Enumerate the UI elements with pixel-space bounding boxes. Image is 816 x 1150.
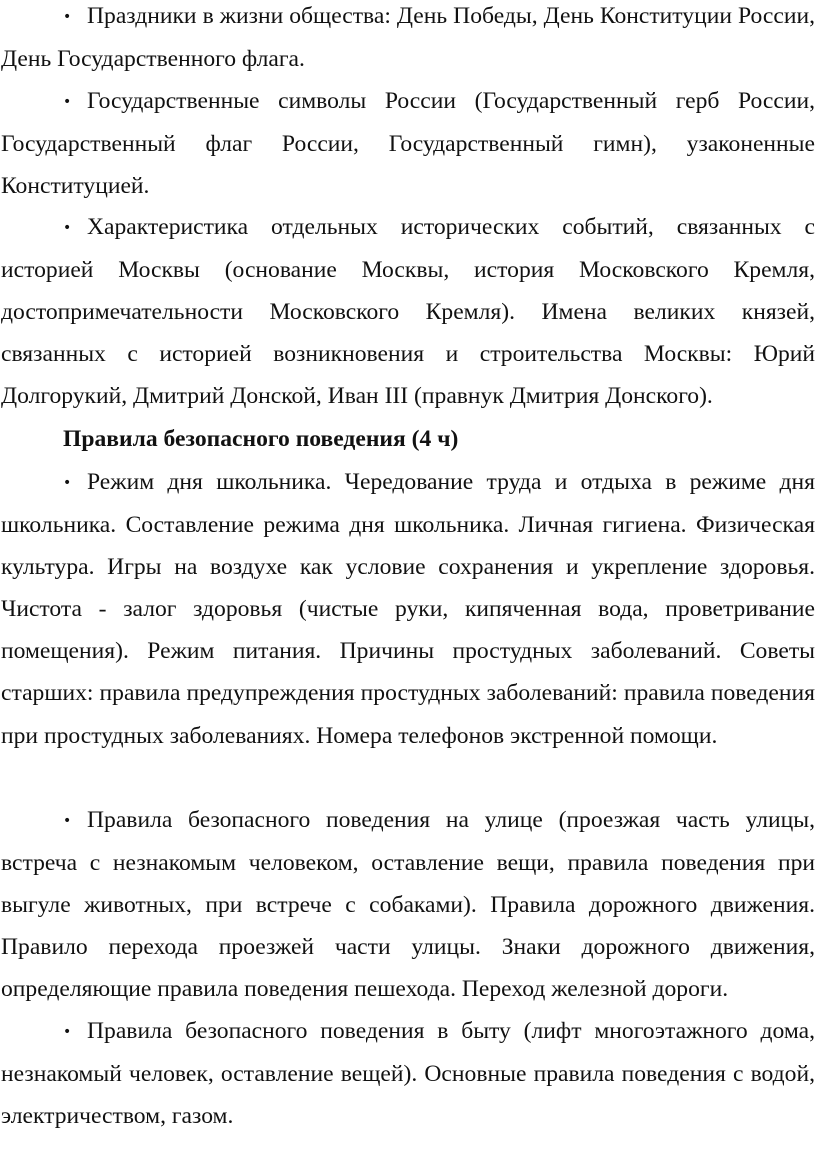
paragraph-text: Государственные символы России (Государственный герб России, Государственный флаг России, Государственный гимн), узаконенные Конституцией. bbox=[1, 88, 815, 200]
bullet-icon: • bbox=[63, 475, 72, 491]
paragraph-text: Праздники в жизни общества: День Победы, День Конституции России, День Государственного флага. bbox=[1, 3, 815, 73]
paragraph-state-symbols bbox=[1, 80, 815, 207]
paragraph-text: Режим дня школьника. Чередование труда и отдыха в режиме дня школьника. Составление режима дня школьника. Личная гигиена. Физическая культура. Игры на воздухе как условие сохранения и укрепление здоровья. Чистота - залог здоровья (чистые руки, кипяченная вода, проветривание помещения). Режим питания. Причины простудных заболеваний. Советы старших: правила предупреждения простудных заболеваний: правила поведения при простудных заболеваниях. Номера телефонов экстренной помощи. bbox=[1, 469, 815, 749]
paragraph-text: Правила безопасного поведения на улице (проезжая часть улицы, встреча с незнакомым человеком, оставление вещи, правила поведения при выгуле животных, при встрече с собаками). Правила дорожного движения. Правило перехода проезжей части улицы. Знаки дорожного движения, определяющие правила поведения пешехода. Переход железной дороги. bbox=[1, 807, 815, 1003]
section-heading: Правила безопасного поведения (4 ч) bbox=[63, 426, 459, 452]
bullet-icon: • bbox=[63, 813, 72, 829]
paragraph-text: Правила безопасного поведения в быту (лифт многоэтажного дома, незнакомый человек, оставление вещей). Основные правила поведения с водой, электричеством, газом. bbox=[1, 1018, 815, 1130]
bullet-icon: • bbox=[63, 1024, 72, 1040]
paragraph-holidays bbox=[1, 0, 815, 80]
bullet-icon: • bbox=[63, 9, 72, 25]
paragraph-moscow-history bbox=[1, 206, 815, 417]
bullet-icon: • bbox=[63, 94, 72, 110]
paragraph-text: Характеристика отдельных исторических событий, связанных с историей Москвы (основание Москвы, история Московского Кремля, достопримечательности Московского Кремля). Имена великих князей, связанных с историей возникновения и строительства Москвы: Юрий Долгорукий, Дмитрий Донской, Иван III (правнук Дмитрия Донского). bbox=[1, 214, 815, 410]
paragraph-street-safety bbox=[1, 799, 815, 1010]
paragraph-daily-routine bbox=[1, 461, 815, 757]
paragraph-home-safety bbox=[1, 1010, 815, 1137]
bullet-icon: • bbox=[63, 220, 72, 236]
